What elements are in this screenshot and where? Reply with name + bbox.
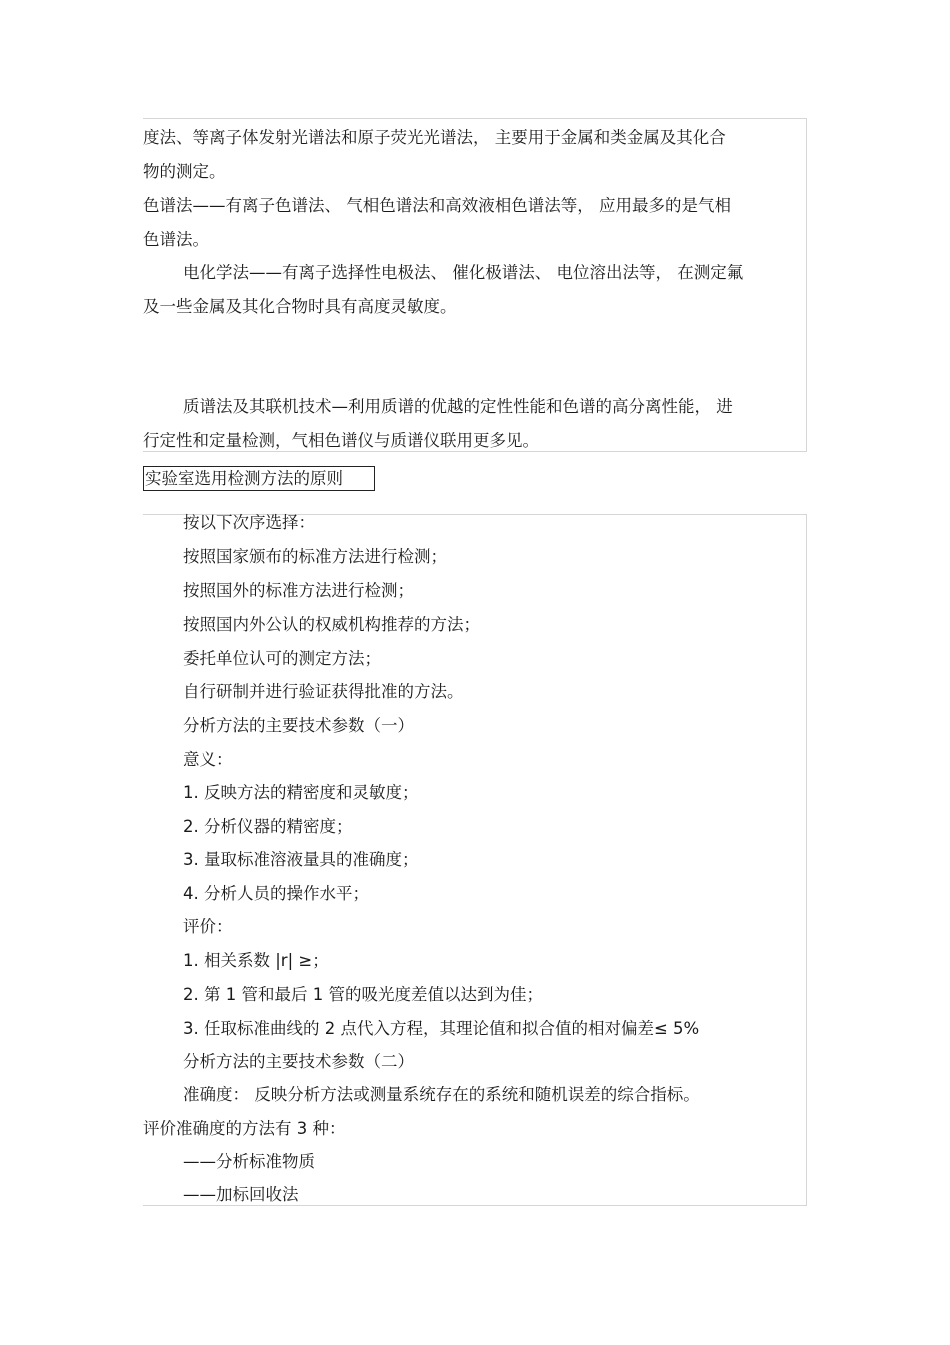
paragraph-line: 质谱法及其联机技术—利用质谱的优越的定性性能和色谱的高分离性能， 进 [183, 397, 733, 416]
list-line: 委托单位认可的测定方法； [183, 649, 381, 668]
list-line: 评价准确度的方法有 3 种： [143, 1119, 346, 1138]
list-line: 分析方法的主要技术参数（二） [183, 1052, 414, 1071]
list-line: 按照国内外公认的权威机构推荐的方法； [183, 615, 480, 634]
list-line: 4. 分析人员的操作水平； [183, 884, 369, 903]
list-line: 1. 反映方法的精密度和灵敏度； [183, 783, 419, 802]
list-line: 分析方法的主要技术参数（一） [183, 716, 414, 735]
list-line: 意义： [183, 750, 233, 769]
list-line: 按照国外的标准方法进行检测； [183, 581, 414, 600]
paragraph-line: 及一些金属及其化合物时具有高度灵敏度。 [143, 297, 457, 316]
list-line: 自行研制并进行验证获得批准的方法。 [183, 682, 464, 701]
list-line: 按照国家颁布的标准方法进行检测； [183, 547, 447, 566]
paragraph-line: 电化学法——有离子选择性电极法、 催化极谱法、 电位溶出法等， 在测定氟 [183, 263, 744, 282]
list-line: ——加标回收法 [183, 1185, 299, 1204]
list-line: 1. 相关系数 |r| ≥； [183, 951, 329, 970]
list-line: 3. 量取标准溶液量具的准确度； [183, 850, 419, 869]
paragraph-line: 物的测定。 [143, 162, 226, 181]
paragraph-line: 色谱法。 [143, 230, 209, 249]
list-line: 准确度： 反映分析方法或测量系统存在的系统和随机误差的综合指标。 [183, 1085, 700, 1104]
list-line: 按以下次序选择： [183, 513, 315, 532]
list-line: 评价： [183, 917, 233, 936]
list-line: 2. 第 1 管和最后 1 管的吸光度差值以达到为佳； [183, 985, 543, 1004]
paragraph-line: 度法、等离子体发射光谱法和原子荧光光谱法， 主要用于金属和类金属及其化合 [143, 128, 726, 147]
paragraph-line: 色谱法——有离子色谱法、 气相色谱法和高效液相色谱法等， 应用最多的是气相 [143, 196, 731, 215]
section-heading: 实验室选用检测方法的原则 [143, 466, 375, 491]
list-line: 2. 分析仪器的精密度； [183, 817, 353, 836]
paragraph-line: 行定性和定量检测，气相色谱仪与质谱仪联用更多见。 [143, 431, 539, 450]
list-line: ——分析标准物质 [183, 1152, 315, 1171]
list-line: 3. 任取标准曲线的 2 点代入方程，其理论值和拟合值的相对偏差≤ 5% [183, 1019, 700, 1038]
